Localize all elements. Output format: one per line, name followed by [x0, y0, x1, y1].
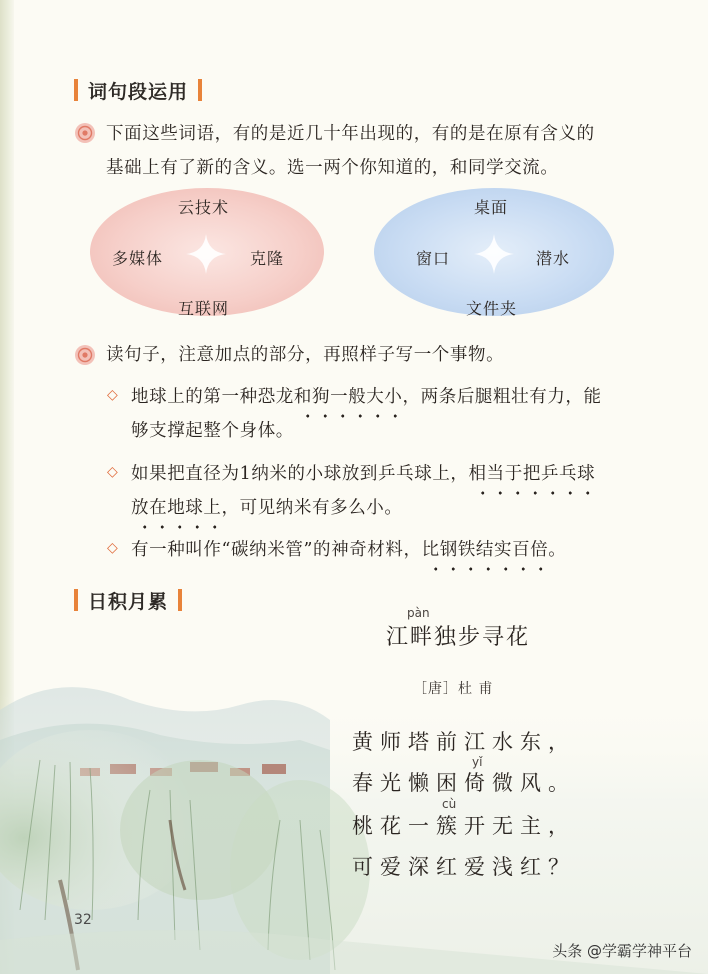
emphasis-text: 相当于把乒乓球 — [469, 457, 596, 491]
section-heading-daily-accumulation — [74, 586, 182, 614]
section-title: 词句段运用 — [88, 80, 189, 103]
task1-line1: 下面这些词语，有的是近几十年出现的，有的是在原有含义的 — [106, 124, 595, 144]
example-sentence-1 — [131, 380, 602, 414]
sentence-text: 有一种叫作“碳纳米管”的神奇材料， — [131, 540, 422, 560]
flower-bullet-icon — [74, 344, 96, 366]
word-item: 窗口 — [416, 249, 451, 268]
task1-line2: 基础上有了新的含义。选一两个你知道的，和同学交流。 — [106, 158, 559, 178]
poem-line: 黄师塔前江水东， — [352, 730, 576, 754]
example-sentence-2 — [131, 457, 595, 491]
sentence-text: 。 — [548, 540, 567, 560]
page-number: 32 — [74, 912, 92, 928]
poem-line: 可爱深红爱浅红？ — [352, 855, 576, 879]
word-item: 多媒体 — [112, 249, 164, 268]
task2-instruction: 读句子，注意加点的部分，再照样子写一个事物。 — [106, 345, 505, 365]
example-sentence-3 — [131, 533, 566, 567]
emphasis-text: 和狗一般大小 — [294, 380, 403, 414]
sentence-text: 如果把直径为1纳米的小球放到乒乓球上， — [131, 464, 469, 484]
word-item: 文件夹 — [466, 299, 518, 318]
watermark: 头条 @学霸学神平台 — [552, 942, 692, 960]
sparkle-icon — [186, 234, 226, 274]
pinyin-annotation: cù — [442, 797, 457, 811]
word-item: 互联网 — [178, 299, 230, 318]
section-title: 日积月累 — [88, 590, 169, 613]
word-item: 桌面 — [474, 198, 509, 217]
flower-bullet-icon — [74, 122, 96, 144]
heading-bar-left — [74, 589, 78, 611]
heading-bar-right — [198, 79, 202, 101]
sentence-text: ，两条后腿粗壮有力，能 — [402, 387, 602, 407]
sparkle-icon — [474, 234, 514, 274]
heading-bar-right — [178, 589, 182, 611]
word-item: 潜水 — [536, 249, 571, 268]
pinyin-annotation: pàn — [407, 606, 430, 620]
word-item: 云技术 — [178, 198, 230, 217]
sentence-text: 地球上的第一种恐龙 — [131, 387, 294, 407]
example-sentence-2-cont — [131, 491, 403, 525]
section-heading-word-usage — [74, 76, 202, 104]
emphasis-text: 放在地球上 — [131, 491, 222, 525]
poem-line: 桃花一簇开无主， — [352, 814, 576, 838]
sentence-text: ，可见纳米有多么小。 — [221, 498, 403, 518]
diamond-bullet-icon: ◇ — [107, 387, 118, 403]
diamond-bullet-icon: ◇ — [107, 464, 118, 480]
pinyin-annotation: yǐ — [472, 755, 483, 769]
heading-bar-left — [74, 79, 78, 101]
poem-author: ［唐］杜 甫 — [413, 681, 494, 697]
poem-line: 春光懒困倚微风。 — [352, 771, 576, 795]
example-sentence-1-cont: 够支撑起整个身体。 — [131, 421, 294, 441]
word-item: 克隆 — [250, 249, 285, 268]
diamond-bullet-icon: ◇ — [107, 540, 118, 556]
poem-title: 江畔独步寻花 — [386, 625, 531, 650]
emphasis-text: 比钢铁结实百倍 — [422, 533, 549, 567]
